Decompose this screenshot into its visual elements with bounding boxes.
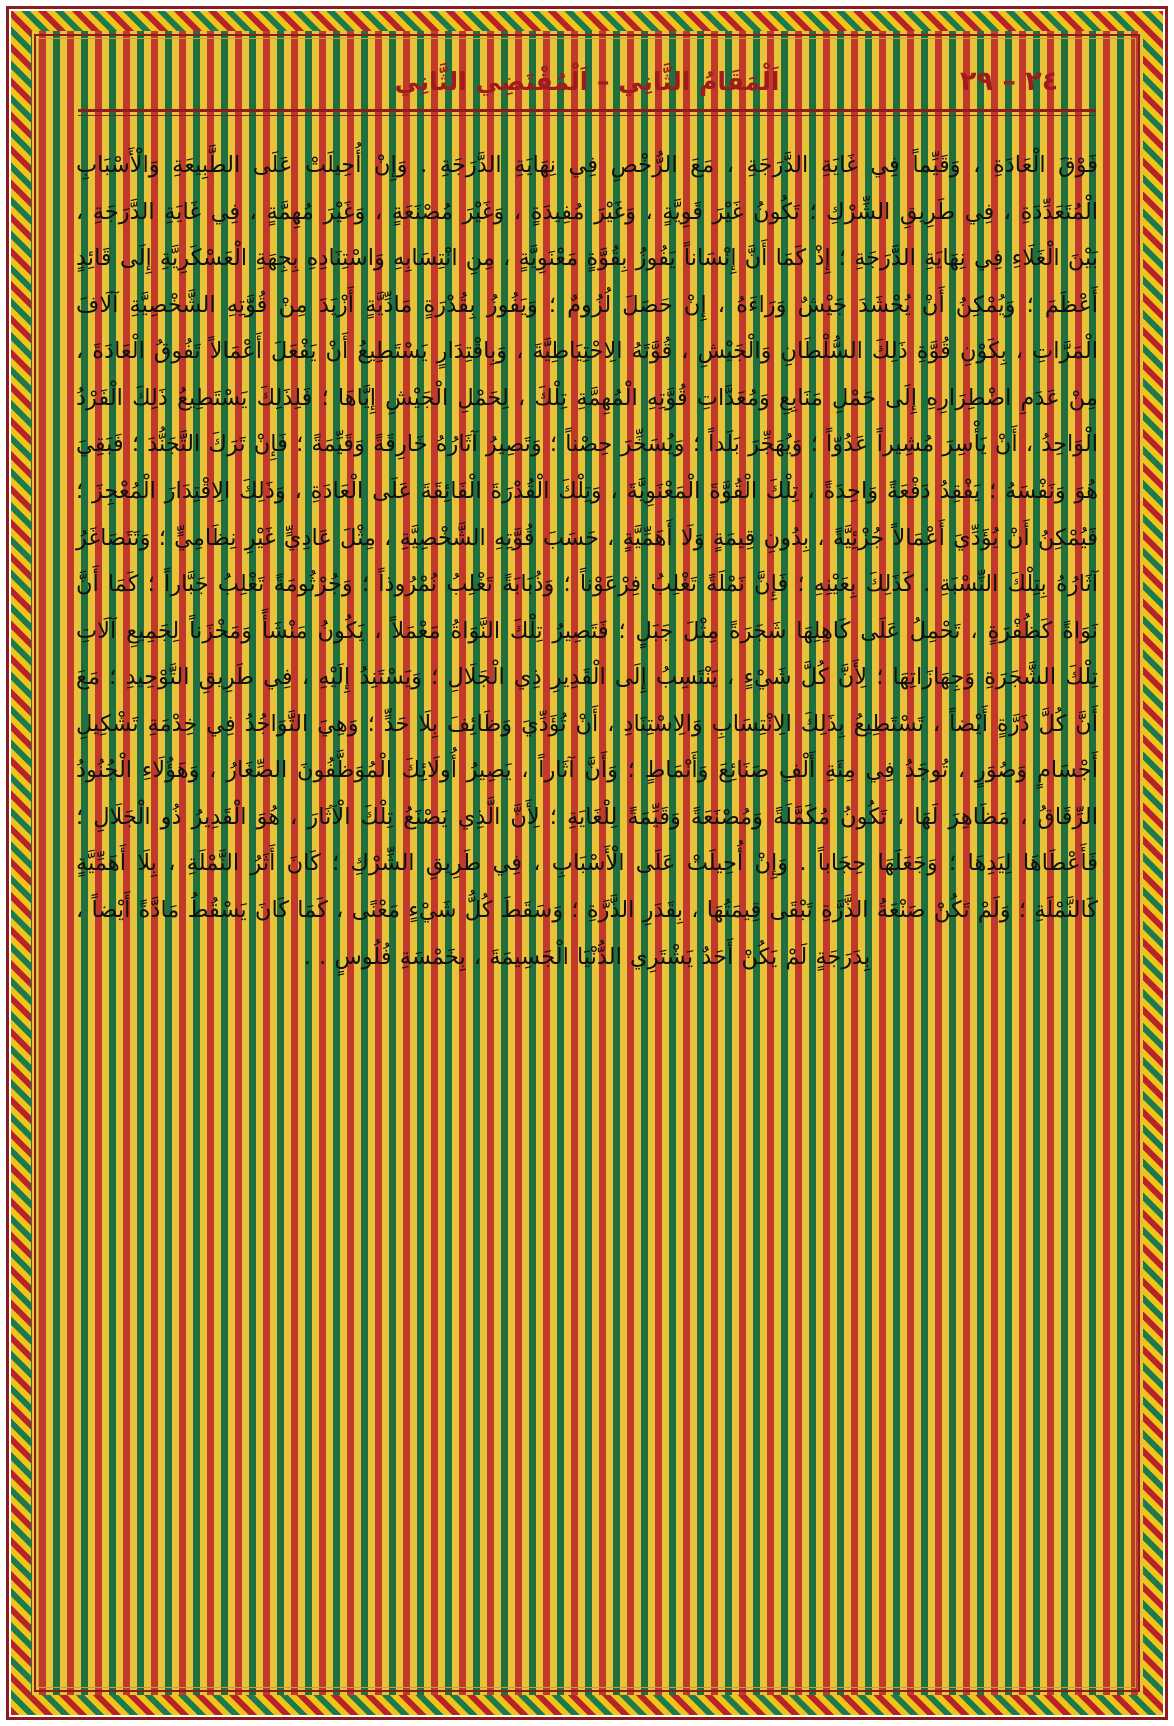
page-header xyxy=(68,62,1106,107)
body-text xyxy=(68,142,1106,980)
page-number-range: ٢٤ – ٢٩ xyxy=(960,66,1059,97)
header-divider-thin xyxy=(78,115,1096,116)
body-paragraph: فَوْقَ الْعَادَةِ ، وَقَيِّماً فِي غَايَةِ الدَّرَجَةِ ، مَعَ الرُّخْصِ فِي نِهَايَةِ الدَّرَجَةِ . وَإِنْ أُحِيلَتْ عَلَى الطَّبِيعَةِ وَالْأَسْبَابِ الْمُتَعَدِّدَةِ ، فِي طَرِيقِ الشِّرْكِ ؛ تَكُونُ غَيْرَ قَوِيَّةٍ ، وَغَيْرَ مُفِيدَةٍ ، وَغَيْرَ مُصْنَعَةٍ ، وَغَيْرَ مُهِمَّةٍ ، فِي غَايَةِ الدَّرَجَةِ ، بَيْنَ الْغَلَاءِ فِي نِهَايَةِ الدَّرَجَةِ ؛ إِذْ كَمَا أَنَّ إِنْسَاناً يَفُوزُ بِقُوَّةٍ مَعْنَوِيَّةٍ ، مِنِ انْتِسَابِهِ وَاسْتِنَادِهِ بِجِهَةِ الْعَسْكَرِيَّةِ إِلَى قَائِدٍ أَعْظَمَ ؛ وَيُمْكِنُ أَنْ يُحْشَدَ جَيْشٌ وَرَاءَهُ ، إِنْ حَصَلَ لُزُومٌ ؛ وَيَفُوزُ بِقُدْرَةٍ مَادِّيَّةٍ أَزْيَدَ مِنْ قُوَّتِهِ الشَّخْصِيَّةِ آلَافَ الْمَرَّاتِ ، بِكَوْنِ قُوَّةِ ذَلِكَ السُّلْطَانِ وَالْجَيْشِ ، قُوَّتَهُ الِاحْتِيَاطِيَّةَ ، وَبِاقْتِدَارٍ يَسْتَطِيعُ أَنْ يَفْعَلَ أَعْمَالاً تَفُوقُ الْعَادَةَ ، مِنْ عَدَمِ اضْطِرَارِهِ إِلَى حَمْلِ مَنَابِعِ وَمُعَدَّاتِ قُوَّتِهِ الْمُهِمَّةِ تِلْكَ ، لِحَمْلِ الْجَيْشِ إِيَّاهَا ؛ فَلِذَلِكَ يَسْتَطِيعُ ذَلِكَ الْفَرْدُ الْوَاحِدُ ، أَنْ يَأْسِرَ مُشِيراً عَدُوّاً ؛ وَيُهَجِّرَ بَلَداً ؛ وَيُسَخِّرَ حِصْناً ؛ وَتَصِيرُ آثَارُهُ خَارِقَةً وَقَيِّمَةً ؛ فَإِنْ تَرَكَ التَّجَنُّدَ ؛ فَبَقِيَ هُوَ وَنَفْسَهُ ؛ يَفْقِدُ دَفْعَةً وَاحِدَةً ، تِلْكَ الْقُوَّةَ الْمَعْنَوِيَّةَ ، وَتِلْكَ الْقُدْرَةَ الْفَائِقَةَ عَلَى الْعَادَةِ ، وَذَلِكَ الِاقْتِدَارَ الْمُعْجِزَ ؛ فَيُمْكِنُ أَنْ يُؤَدِّيَ أَعْمَالاً جُزْئِيَّةً ، بِدُونِ قِيمَةٍ وَلَا أَهَمِّيَّةٍ ، حَسَبَ قُوَّتِهِ الشَّخْصِيَّةِ ، مِثْلَ عَادِيٍّ غَيْرِ نِظَامِيٍّ ؛ وَتَتَصَاغَرُ آثَارُهُ بِتِلْكَ النِّسْبَةِ . كَذَلِكَ بِعَيْنِهِ ؛ فَإِنَّ نَمْلَةً تَغْلِبُ فِرْعَوْناً ؛ وَذُبَابَةً تَغْلِبُ نُمْرُوذاً ؛ وَجُرْثُومَةً تَغْلِبُ جَبَّاراً ؛ كَمَا أَنَّ نَوَاةً كَظُفْرَةٍ ، تَحْمِلُ عَلَى كَاهِلِهَا شَجَرَةً مِثْلَ جَبَلٍ ؛ فَتَصِيرُ تِلْكَ النَّوَاةُ مَعْمَلاً ، يَكُونُ مَنْشَأً وَمَخْزَناً لِجَمِيعِ آلَاتِ تِلْكَ الشَّجَرَةِ وَجِهَازَاتِهَا ؛ لِأَنَّ كُلَّ شَيْءٍ ، يَنْتَسِبُ إِلَى الْقَدِيرِ ذِي الْجَلَالِ ؛ وَيَسْتَنِدُ إِلَيْهِ ، فِي طَرِيقِ التَّوْحِيدِ ؛ مَعَ أَنَّ كُلَّ ذَرَّةٍ أَيْضاً ، تَسْتَطِيعُ بِذَلِكَ الِانْتِسَابِ وَالِاسْتِنَادِ ، أَنْ تُؤَدِّيَ وَظَائِفَ بِلَا حَدٍّ ؛ وَهِيَ التَّوَاجُدُ فِي خِدْمَةِ تَشْكِيلِ أَجْسَامٍ وَصُوَرٍ ، تُوجَدُ فِي مِئَةِ أَلْفِ صَنَائِعَ وَأَنْمَاطٍ ؛ وَأَنَّ آثَاراً ، يَصِيرُ أُولَائِكَ الْمُوَظَّفُونَ الصِّغَارُ ، وَهَؤُلَاءِ الْجُنُودُ الرِّقَاقُ ، مَظَاهِرَ لَهَا ، تَكُونُ مُكَمَّلَةً وَمُصْنَعَةً وَقَيِّمَةً لِلْغَايَةِ ؛ لِأَنَّ الَّذِي يَصْنَعُ تِلْكَ الْآثَارَ ، هُوَ الْقَدِيرُ ذُو الْجَلَالِ ؛ فَأَعْطَاهَا لِيَدِهَا ؛ وَجَعَلَهَا حِجَاباً . وَإِنْ أُحِيلَتْ عَلَى الْأَسْبَابِ ، فِي طَرِيقِ الشِّرْكِ ؛ كَانَ أَثَرُ النَّمْلَةِ ، بِلَا أَهَمِّيَّةٍ كَالنَّمْلَةِ ؛ وَلَمْ تَكُنْ صَنْعَةُ الذَّرَّةِ تَبْقَى قِيمَتُهَا ، بِقَدَرِ الذَّرَّةِ ؛ وَسَقَطَ كُلُّ شَيْءٍ مَعْنًى ، كَمَا كَانَ يَسْقُطُ مَادَّةً أَيْضاً ، بِدَرَجَةٍ لَمْ يَكُنْ أَحَدٌ يَشْتَرِي الدُّنْيَا الْجَسِيمَةَ ، بِخَمْسَةِ فُلُوسٍ . . xyxy=(76,152,1098,970)
page-content xyxy=(50,48,1124,1678)
header-divider xyxy=(78,109,1096,112)
page-title: اَلْمَقَامُ الثَّانِي – اَلْمُقْتَضِي الثَّانِي xyxy=(394,67,780,96)
